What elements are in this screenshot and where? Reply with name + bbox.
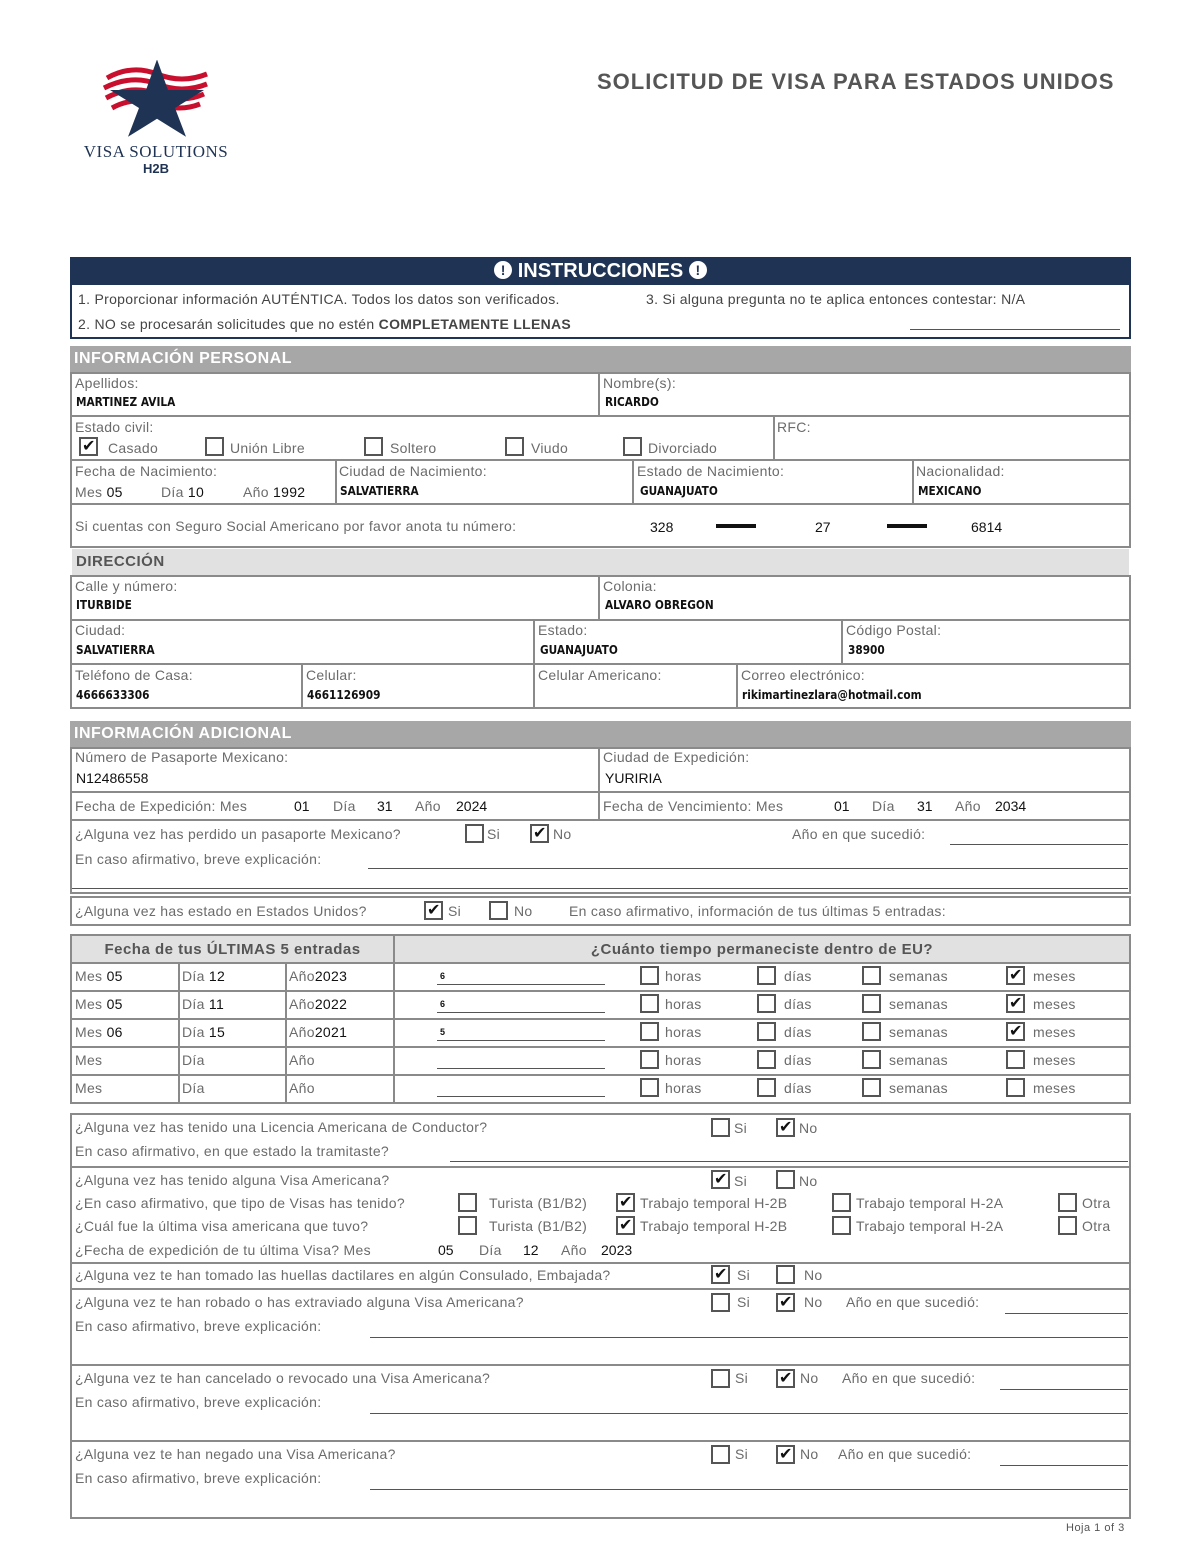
estado-civil-label: Estado civil: — [75, 419, 154, 435]
h2b-label: Trabajo temporal H-2B — [640, 1195, 788, 1211]
celular-label: Celular: — [306, 667, 357, 683]
entradas-col1-header: Fecha de tus ÚLTIMAS 5 entradas — [104, 941, 361, 958]
ultima-h2a-checkbox[interactable] — [832, 1216, 851, 1235]
visa-no-checkbox[interactable] — [776, 1170, 795, 1189]
entrada-anio: Año2022 — [289, 996, 348, 1012]
visa-anio-field[interactable]: 2023 — [601, 1242, 633, 1258]
estado-label: Estado: — [538, 622, 588, 638]
entrada-anio-value[interactable]: 2022 — [314, 996, 348, 1012]
robado-question: ¿Alguna vez te han robado o has extraviado alguna Visa Americana? — [75, 1294, 524, 1310]
perdido-si-checkbox[interactable] — [465, 824, 484, 843]
apellidos-label: Apellidos: — [75, 375, 139, 391]
nacionalidad-field[interactable]: MEXICANO — [918, 484, 982, 498]
entrada-semanas-label: semanas — [889, 968, 948, 984]
huellas-no-checkbox[interactable] — [776, 1265, 795, 1284]
ciudad-label: Ciudad: — [75, 622, 126, 638]
entrada-cantidad-value[interactable]: 6 — [440, 999, 446, 1009]
entrada-semanas-label: semanas — [889, 1024, 948, 1040]
visa-mes-field[interactable]: 05 — [438, 1242, 454, 1258]
entrada-días-label: días — [784, 1024, 812, 1040]
calle-label: Calle y número: — [75, 578, 178, 594]
entrada-dia-value[interactable]: 15 — [208, 1024, 226, 1040]
licencia-si-checkbox[interactable] — [711, 1118, 730, 1137]
entrada-anio-value[interactable]: 2023 — [314, 968, 348, 984]
union-libre-checkbox[interactable] — [205, 437, 224, 456]
entrada-dia: Día 11 — [182, 996, 225, 1012]
venc-anio-field[interactable]: 2034 — [995, 798, 1027, 814]
exp-mes-field[interactable]: 01 — [294, 798, 310, 814]
anio-sucedio-label: Año en que sucedió: — [838, 1446, 972, 1462]
ciudad-nac-field[interactable]: SALVATIERRA — [340, 484, 419, 498]
explicacion-label: En caso afirmativo, breve explicación: — [75, 1394, 322, 1410]
anio-label: Año — [415, 798, 441, 814]
entrada-horas-label: horas — [665, 996, 702, 1012]
h2a-label: Trabajo temporal H-2A — [856, 1195, 1004, 1211]
nac-dia-field[interactable]: 10 — [187, 484, 205, 500]
dia-label: Día — [333, 798, 356, 814]
tipos-question: ¿En caso afirmativo, que tipo de Visas has tenido? — [75, 1195, 405, 1211]
ssn-part-2[interactable]: 27 — [815, 519, 831, 535]
cancelado-no-checkbox[interactable] — [776, 1369, 795, 1388]
tipos-h2b-checkbox[interactable] — [616, 1193, 635, 1212]
casado-label: Casado — [108, 440, 159, 456]
entrada-días-checkbox[interactable] — [757, 1078, 776, 1097]
nombre-field[interactable]: RICARDO — [605, 395, 659, 409]
entrada-meses-checkbox[interactable] — [1006, 1022, 1025, 1041]
divorciado-label: Divorciado — [648, 440, 718, 456]
ssn-dash — [887, 524, 927, 528]
cancelado-question: ¿Alguna vez te han cancelado o revocado una Visa Americana? — [75, 1370, 491, 1386]
entrada-mes-value[interactable]: 05 — [106, 996, 123, 1012]
eu-si-checkbox[interactable] — [424, 901, 443, 920]
entrada-meses-checkbox[interactable] — [1006, 994, 1025, 1013]
soltero-checkbox[interactable] — [364, 437, 383, 456]
colonia-label: Colonia: — [603, 578, 657, 594]
h2b-label: Trabajo temporal H-2B — [640, 1218, 788, 1234]
ssn-dash — [716, 524, 756, 528]
entrada-cantidad-value[interactable]: 5 — [440, 1027, 446, 1037]
ciudad-nac-label: Ciudad de Nacimiento: — [339, 463, 487, 479]
entrada-anio: Año — [289, 1080, 315, 1096]
entrada-horas-checkbox[interactable] — [640, 1050, 659, 1069]
dia-label: Día — [161, 484, 184, 500]
robado-anio-field[interactable] — [1005, 1313, 1128, 1314]
robado-explicacion-field[interactable] — [370, 1337, 1128, 1338]
ultima-otra-checkbox[interactable] — [1058, 1216, 1077, 1235]
ciudad-field[interactable]: SALVATIERRA — [76, 643, 155, 657]
negado-no-checkbox[interactable] — [776, 1445, 795, 1464]
si-label: Si — [448, 903, 462, 919]
visa-si-checkbox[interactable] — [711, 1170, 730, 1189]
union-libre-label: Unión Libre — [230, 440, 305, 456]
eu-no-checkbox[interactable] — [489, 901, 508, 920]
h2a-label: Trabajo temporal H-2A — [856, 1218, 1004, 1234]
entrada-cantidad-line — [437, 1012, 605, 1013]
rfc-label: RFC: — [777, 419, 811, 435]
ultima-h2b-checkbox[interactable] — [616, 1216, 635, 1235]
exp-dia-field[interactable]: 31 — [377, 798, 393, 814]
entrada-meses-checkbox[interactable] — [1006, 1078, 1025, 1097]
nac-mes-field[interactable]: 05 — [106, 484, 123, 500]
no-label: No — [800, 1370, 819, 1386]
entrada-meses-checkbox[interactable] — [1006, 1050, 1025, 1069]
tipos-h2a-checkbox[interactable] — [832, 1193, 851, 1212]
entrada-cantidad-line — [437, 1040, 605, 1041]
page-title: SOLICITUD DE VISA PARA ESTADOS UNIDOS — [597, 69, 1115, 94]
cp-label: Código Postal: — [846, 622, 942, 638]
entrada-cantidad-line — [437, 984, 605, 985]
alert-icon: ! — [494, 261, 512, 279]
page-number: Hoja 1 of 3 — [1066, 1522, 1125, 1534]
entrada-semanas-checkbox[interactable] — [862, 966, 881, 985]
entrada-días-checkbox[interactable] — [757, 994, 776, 1013]
entrada-horas-label: horas — [665, 1052, 702, 1068]
tipos-otra-checkbox[interactable] — [1058, 1193, 1077, 1212]
fecha-visa-question: ¿Fecha de expedición de tu última Visa? Mes — [75, 1242, 371, 1258]
tel-casa-field[interactable]: 4666633306 — [76, 688, 150, 702]
entrada-mes: Mes — [75, 1080, 103, 1096]
entrada-mes: Mes 05 — [75, 996, 123, 1012]
fecha-venc-label: Fecha de Vencimiento: Mes — [603, 798, 784, 814]
entrada-cantidad-value[interactable]: 6 — [440, 971, 446, 981]
anio-label: Año — [561, 1242, 587, 1258]
celular-us-label: Celular Americano: — [538, 667, 662, 683]
cancelado-explicacion-field[interactable] — [370, 1413, 1128, 1414]
ciudad-exp-field[interactable]: YURIRIA — [605, 770, 662, 786]
instructions-body — [70, 285, 1131, 339]
ultima-question: ¿Cuál fue la última visa americana que tuvo? — [75, 1218, 369, 1234]
no-label: No — [799, 1173, 818, 1189]
estado-nac-label: Estado de Nacimiento: — [637, 463, 785, 479]
calle-field[interactable]: ITURBIDE — [76, 598, 132, 612]
entrada-semanas-checkbox[interactable] — [862, 1022, 881, 1041]
turista-label: Turista (B1/B2) — [489, 1218, 588, 1234]
entrada-anio: Año2023 — [289, 968, 348, 984]
colonia-field[interactable]: ALVARO OBREGON — [605, 598, 714, 612]
mes-label: Mes — [75, 484, 103, 500]
viudo-label: Viudo — [531, 440, 569, 456]
entrada-días-checkbox[interactable] — [757, 1022, 776, 1041]
robado-no-checkbox[interactable] — [776, 1293, 795, 1312]
instructions-title: INSTRUCCIONES — [517, 260, 684, 282]
licencia-estado-field[interactable] — [450, 1161, 1128, 1162]
dia-label: Día — [479, 1242, 502, 1258]
perdido-explicacion-line-2[interactable] — [72, 888, 1128, 889]
entrada-semanas-checkbox[interactable] — [862, 994, 881, 1013]
entrada-meses-label: meses — [1033, 1052, 1076, 1068]
entrada-meses-label: meses — [1033, 996, 1076, 1012]
robado-si-checkbox[interactable] — [711, 1293, 730, 1312]
licencia-estado-label: En caso afirmativo, en que estado la tramitaste? — [75, 1143, 390, 1159]
entrada-horas-checkbox[interactable] — [640, 1022, 659, 1041]
perdido-question: ¿Alguna vez has perdido un pasaporte Mexicano? — [75, 826, 401, 842]
nac-anio-field[interactable]: 1992 — [273, 484, 306, 500]
entrada-anio: Año2021 — [289, 1024, 348, 1040]
no-label: No — [514, 903, 533, 919]
instruction-3: 3. Si alguna pregunta no te aplica entonces contestar: N/A — [646, 291, 1026, 307]
ultima-turista-checkbox[interactable] — [458, 1216, 477, 1235]
cancelado-si-checkbox[interactable] — [711, 1369, 730, 1388]
entrada-dia: Día — [182, 1052, 205, 1068]
entrada-meses-checkbox[interactable] — [1006, 966, 1025, 985]
explicacion-label: En caso afirmativo, breve explicación: — [75, 851, 322, 867]
no-label: No — [804, 1294, 823, 1310]
nombre-label: Nombre(s): — [603, 375, 677, 391]
celular-field[interactable]: 4661126909 — [307, 688, 381, 702]
si-label: Si — [737, 1294, 751, 1310]
logo — [72, 60, 242, 180]
cancelado-anio-field[interactable] — [1000, 1389, 1128, 1390]
entrada-semanas-checkbox[interactable] — [862, 1050, 881, 1069]
entrada-meses-label: meses — [1033, 1080, 1076, 1096]
entrada-cantidad-line — [437, 1068, 605, 1069]
otra-label: Otra — [1082, 1195, 1111, 1211]
entrada-días-label: días — [784, 1080, 812, 1096]
email-field[interactable]: rikimartinezlara@hotmail.com — [742, 688, 922, 702]
negado-si-checkbox[interactable] — [711, 1445, 730, 1464]
section-direccion: DIRECCIÓN — [72, 549, 1129, 575]
entrada-mes: Mes — [75, 1052, 103, 1068]
brand-sub: H2B — [142, 161, 169, 176]
instructions-header — [70, 257, 1131, 285]
venc-dia-field[interactable]: 31 — [917, 798, 933, 814]
ssn-part-1[interactable]: 328 — [650, 519, 674, 535]
eu-question: ¿Alguna vez has estado en Estados Unidos? — [75, 903, 367, 919]
entrada-mes: Mes 05 — [75, 968, 123, 984]
tipos-turista-checkbox[interactable] — [458, 1193, 477, 1212]
entrada-horas-checkbox[interactable] — [640, 1078, 659, 1097]
entrada-semanas-label: semanas — [889, 1052, 948, 1068]
entrada-anio: Año — [289, 1052, 315, 1068]
fecha-exp-label: Fecha de Expedición: Mes — [75, 798, 248, 814]
no-label: No — [799, 1120, 818, 1136]
si-label: Si — [737, 1267, 751, 1283]
entrada-mes-value[interactable]: 06 — [106, 1024, 123, 1040]
entrada-meses-label: meses — [1033, 1024, 1076, 1040]
no-label: No — [804, 1267, 823, 1283]
instruction-2: 2. NO se procesarán solicitudes que no estén COMPLETAMENTE LLENAS — [78, 316, 572, 332]
no-label: No — [800, 1446, 819, 1462]
explicacion-label: En caso afirmativo, breve explicación: — [75, 1318, 322, 1334]
anio-label: Año — [955, 798, 981, 814]
entrada-dia-value[interactable]: 12 — [208, 968, 226, 984]
tel-casa-label: Teléfono de Casa: — [75, 667, 193, 683]
entrada-horas-label: horas — [665, 968, 702, 984]
instruction-1: 1. Proporcionar información AUTÉNTICA. Todos los datos son verificados. — [78, 291, 560, 307]
entrada-horas-label: horas — [665, 1024, 702, 1040]
apellidos-field[interactable]: MARTINEZ AVILA — [76, 395, 176, 409]
negado-explicacion-field[interactable] — [370, 1489, 1128, 1490]
otra-label: Otra — [1082, 1218, 1111, 1234]
venc-mes-field[interactable]: 01 — [834, 798, 850, 814]
eu-info-label: En caso afirmativo, información de tus últimas 5 entradas: — [569, 903, 946, 919]
section-adicional: INFORMACIÓN ADICIONAL — [70, 721, 1131, 747]
entrada-mes: Mes 06 — [75, 1024, 123, 1040]
entrada-semanas-checkbox[interactable] — [862, 1078, 881, 1097]
entrada-semanas-label: semanas — [889, 1080, 948, 1096]
entrada-días-label: días — [784, 996, 812, 1012]
entrada-semanas-label: semanas — [889, 996, 948, 1012]
explicacion-label: En caso afirmativo, breve explicación: — [75, 1470, 322, 1486]
anio-label: Año — [243, 484, 269, 500]
ssn-label: Si cuentas con Seguro Social Americano por favor anota tu número: — [75, 518, 517, 534]
dia-label: Día — [872, 798, 895, 814]
entrada-dia: Día 12 — [182, 968, 226, 984]
nacionalidad-label: Nacionalidad: — [916, 463, 1005, 479]
no-label: No — [553, 826, 572, 842]
soltero-label: Soltero — [390, 440, 437, 456]
casado-checkbox[interactable] — [79, 437, 98, 456]
si-label: Si — [734, 1173, 748, 1189]
si-label: Si — [487, 826, 501, 842]
entrada-anio-value[interactable]: 2021 — [314, 1024, 348, 1040]
perdido-anio-field[interactable] — [950, 844, 1128, 845]
flag-star-icon — [72, 60, 242, 150]
pasaporte-field[interactable]: N12486558 — [76, 770, 149, 786]
visa-dia-field[interactable]: 12 — [523, 1242, 539, 1258]
si-label: Si — [735, 1446, 749, 1462]
anio-sucedio-label: Año en que sucedió: — [842, 1370, 976, 1386]
entrada-dia-value[interactable]: 11 — [208, 996, 225, 1012]
ssn-part-3[interactable]: 6814 — [971, 519, 1003, 535]
estado-field[interactable]: GUANAJUATO — [540, 643, 618, 657]
entrada-cantidad-line — [437, 1096, 605, 1097]
section-personal: INFORMACIÓN PERSONAL — [70, 346, 1131, 372]
divorciado-checkbox[interactable] — [623, 437, 642, 456]
ciudad-exp-label: Ciudad de Expedición: — [603, 749, 750, 765]
cp-field[interactable]: 38900 — [848, 643, 885, 657]
entrada-horas-checkbox[interactable] — [640, 994, 659, 1013]
anio-sucedio-label: Año en que sucedió: — [792, 826, 926, 842]
visa-question: ¿Alguna vez has tenido alguna Visa Americana? — [75, 1172, 390, 1188]
perdido-no-checkbox[interactable] — [530, 824, 549, 843]
si-label: Si — [734, 1120, 748, 1136]
brand-name: VISA SOLUTIONS — [83, 142, 229, 161]
huellas-question: ¿Alguna vez te han tomado las huellas dactilares en algún Consulado, Embajada? — [75, 1267, 611, 1283]
pasaporte-label: Número de Pasaporte Mexicano: — [75, 749, 289, 765]
entrada-dia: Día — [182, 1080, 205, 1096]
estado-nac-field[interactable]: GUANAJUATO — [640, 484, 718, 498]
licencia-no-checkbox[interactable] — [776, 1118, 795, 1137]
entrada-días-label: días — [784, 1052, 812, 1068]
exp-anio-field[interactable]: 2024 — [456, 798, 488, 814]
entrada-mes-value[interactable]: 05 — [106, 968, 123, 984]
entrada-meses-label: meses — [1033, 968, 1076, 984]
negado-anio-field[interactable] — [1000, 1465, 1128, 1466]
email-label: Correo electrónico: — [741, 667, 865, 683]
entrada-horas-checkbox[interactable] — [640, 966, 659, 985]
negado-question: ¿Alguna vez te han negado una Visa Americana? — [75, 1446, 396, 1462]
entrada-dia: Día 15 — [182, 1024, 226, 1040]
huellas-si-checkbox[interactable] — [711, 1265, 730, 1284]
licencia-question: ¿Alguna vez has tenido una Licencia Americana de Conductor? — [75, 1119, 488, 1135]
si-label: Si — [735, 1370, 749, 1386]
viudo-checkbox[interactable] — [505, 437, 524, 456]
entrada-horas-label: horas — [665, 1080, 702, 1096]
anio-sucedio-label: Año en que sucedió: — [846, 1294, 980, 1310]
entradas-col2-header: ¿Cuánto tiempo permaneciste dentro de EU? — [590, 941, 934, 958]
perdido-explicacion-field[interactable] — [368, 868, 1128, 869]
entrada-días-checkbox[interactable] — [757, 966, 776, 985]
entrada-días-checkbox[interactable] — [757, 1050, 776, 1069]
alert-icon: ! — [689, 261, 707, 279]
turista-label: Turista (B1/B2) — [489, 1195, 588, 1211]
fecha-nac-label: Fecha de Nacimiento: — [75, 463, 218, 479]
entrada-días-label: días — [784, 968, 812, 984]
